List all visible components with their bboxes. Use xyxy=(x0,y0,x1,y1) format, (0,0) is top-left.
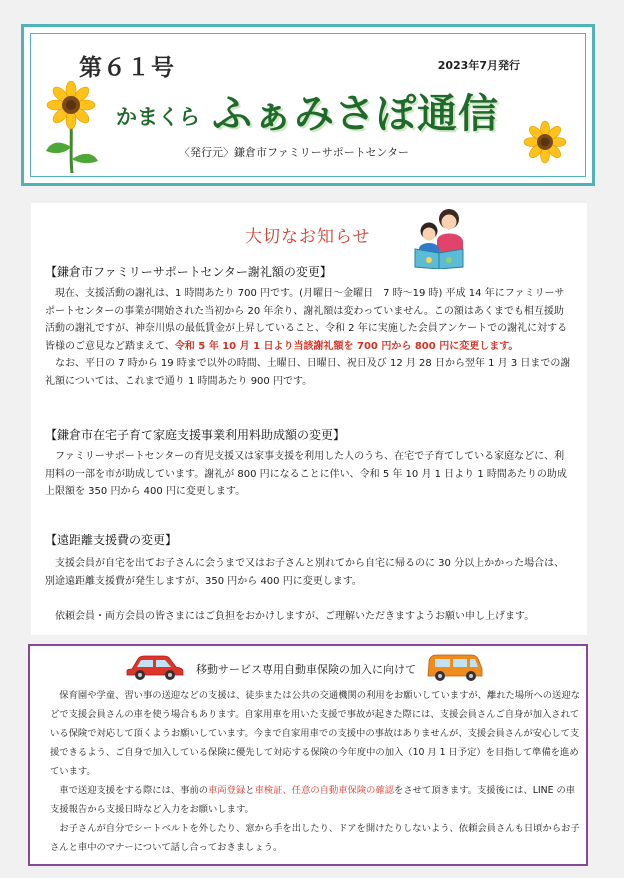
section-heading-fee-change: 【鎌倉市ファミリーサポートセンター謝礼額の変更】 xyxy=(45,265,332,279)
insurance-check-highlight: 車検証、任意の自動車保険の確認 xyxy=(254,785,395,796)
insurance-title: 移動サービス専用自動車保険の加入に向けて xyxy=(196,663,416,676)
section-heading-subsidy-change: 【鎌倉市在宅子育て家庭支援事業利用料助成額の変更】 xyxy=(45,428,346,442)
issue-date: 2023年7月発行 xyxy=(437,59,520,72)
insurance-paragraph-2 xyxy=(50,781,580,819)
section1-text: 現在、支援活動の謝礼は、1 時間あたり 700 円です。(月曜日～金曜日 7 時～19 時) 平成 14 年にファミリーサポートセンターの事業が開始された当初から 20 年余り、謝礼額は変わっていません。この額はあくまでも相互援助活動の謝礼ですが、神奈川県の最低賃金が上昇していること、令和 2 年に実施した会員アンケートでの謝礼に対する皆様のご意見など踏まえて、 xyxy=(45,288,568,352)
section-heading-long-distance: 【遠距離支援費の変更】 xyxy=(45,533,178,547)
section2-paragraph: ファミリーサポートセンターの育児支援又は家事支援を利用した人のうち、在宅で子育てしている家庭などに、利用料の一部を市が助成しています。謝礼が 800 円になることに伴い、令和 5 年 10 月 1 日より 1 時間あたりの助成上限額を 350 円から 400 円に変更します。 xyxy=(45,451,567,497)
section1-paragraph-2: なお、平日の 7 時から 19 時まで以外の時間、土曜日、日曜日、祝日及び 12 月 28 日から翌年 1 月 3 日までの謝礼額については、これまで通り 1 時間あたり 900 円です。 xyxy=(45,358,571,387)
newsletter-header xyxy=(21,24,595,186)
closing-message: 依頼会員・両方会員の皆さまにはご負担をおかけしますが、ご理解いただきますようお願い申し上げます。 xyxy=(55,611,535,622)
orange-car-icon xyxy=(425,651,485,683)
section1-paragraph-1 xyxy=(45,285,573,355)
fee-change-highlight: 令和 5 年 10 月 1 日より当該謝礼額を 700 円から 800 円に変更します。 xyxy=(174,340,519,352)
section3-paragraph: 支援会員が自宅を出てお子さんに会うまで又はお子さんと別れてから自宅に帰るのに 30 分以上かかった場合は、別途遠距離支援費が発生しますが、350 円から 400 円に変更します。 xyxy=(45,558,565,587)
title-famisapo: ふぁみさぽ通信 xyxy=(212,91,499,137)
insurance-text: をさせて頂きます。支援後には、LINE の車支援報告から支援日時など入力をお願いします。 xyxy=(50,785,576,815)
newsletter-title xyxy=(116,89,499,139)
sunflower-icon xyxy=(520,119,570,169)
insurance-notice-box xyxy=(28,644,588,866)
notice-title: 大切なお知らせ xyxy=(245,227,371,247)
publisher-line: 〈発行元〉鎌倉市ファミリーサポートセンター xyxy=(179,146,410,159)
insurance-paragraph-1: 保育園や学童、習い事の送迎などの支援は、徒歩または公共の交通機関の利用をお願いしていますが、離れた場所への送迎などで支援会員さんの車を使う場合もあります。自家用車を用いた支援で事故が起きた際には、支援会員さんご自身が加入されている保険で対応して頂くようお願いしています。今まで自家用車での支援中の事故はありませんが、支援会員さんが安心して支援できるよう、ご自身で加入している保険に優先して対応する保険の今年度中の加入（10 月 1 日予定）を目指して準備を進めています。 xyxy=(50,690,580,777)
issue-number: 第６１号 xyxy=(79,55,175,81)
red-car-icon xyxy=(126,651,184,681)
insurance-body xyxy=(50,686,580,857)
insurance-paragraph-3: お子さんが自分でシートベルトを外したり、窓から手を出したり、ドアを開けたりしないよう、依頼会員さんも日頃からお子さんと車中のマナーについて話し合っておきましょう。 xyxy=(50,823,580,853)
main-notice xyxy=(31,203,587,635)
vehicle-registration-highlight: 車両登録 xyxy=(208,785,246,796)
sunflower-icon xyxy=(42,81,100,173)
title-kamakura: かまくら xyxy=(116,105,200,129)
children-reading-icon xyxy=(407,205,471,269)
insurance-text: 車で送迎支援をする際には、事前の xyxy=(59,785,209,796)
insurance-text: と xyxy=(245,785,255,796)
